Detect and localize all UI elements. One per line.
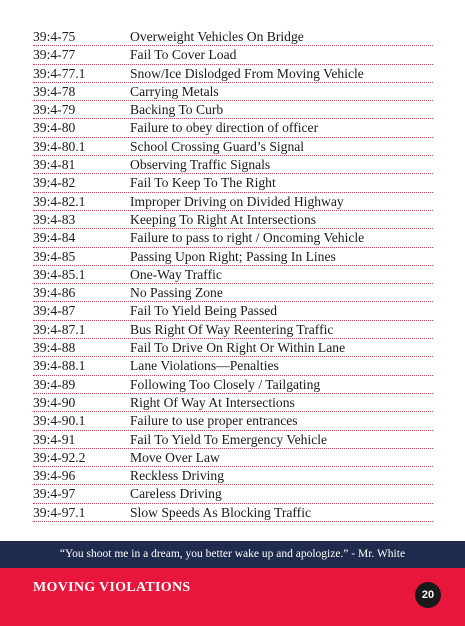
statute-code: 39:4-91 (33, 431, 76, 447)
violation-row (33, 83, 433, 101)
violation-row (33, 339, 433, 357)
violation-description: Slow Speeds As Blocking Traffic (130, 504, 312, 520)
violation-description: Snow/Ice Dislodged From Moving Vehicle (130, 65, 364, 81)
violation-row (33, 321, 433, 339)
statute-code: 39:4-88.1 (33, 358, 86, 374)
statute-code: 39:4-80.1 (33, 138, 86, 154)
violation-description: Overweight Vehicles On Bridge (130, 29, 304, 44)
statute-code: 39:4-83 (33, 211, 76, 227)
statute-code: 39:4-89 (33, 376, 76, 392)
violation-row (33, 449, 433, 467)
statute-code: 39:4-87.1 (33, 321, 86, 337)
violation-description: Fail To Cover Load (130, 47, 237, 63)
violation-row (33, 138, 433, 156)
violation-row (33, 156, 433, 174)
statute-code: 39:4-82 (33, 175, 76, 191)
violation-row (33, 248, 433, 266)
violation-row (33, 504, 433, 522)
violation-description: School Crossing Guard’s Signal (130, 138, 305, 154)
violation-row (33, 266, 433, 284)
statute-code: 39:4-78 (33, 83, 76, 99)
violation-row (33, 174, 433, 192)
violation-description: Right Of Way At Intersections (130, 394, 295, 410)
violation-description: Failure to pass to right / Oncoming Vehicle (130, 230, 365, 246)
violations-list (33, 28, 433, 522)
violation-row (33, 302, 433, 320)
violation-row (33, 431, 433, 449)
violation-description: Failure to obey direction of officer (130, 120, 319, 136)
violation-description: Observing Traffic Signals (130, 157, 271, 173)
violation-description: Careless Driving (130, 486, 222, 502)
violation-description: Passing Upon Right; Passing In Lines (130, 248, 336, 264)
violation-row (33, 211, 433, 229)
violation-description: Failure to use proper entrances (130, 413, 298, 429)
statute-code: 39:4-96 (33, 468, 76, 484)
statute-code: 39:4-86 (33, 285, 76, 301)
page-number-badge: 20 (415, 582, 441, 608)
statute-code: 39:4-82.1 (33, 193, 86, 209)
violation-description: Fail To Yield Being Passed (130, 303, 278, 319)
quote-text: “You shoot me in a dream, you better wake up and apologize.” - Mr. White (59, 548, 406, 560)
quote-banner (0, 541, 465, 568)
violation-row (33, 193, 433, 211)
statute-code: 39:4-90 (33, 394, 76, 410)
violation-row (33, 46, 433, 64)
violation-description: Fail To Drive On Right Or Within Lane (130, 340, 346, 356)
statute-code: 39:4-77.1 (33, 65, 86, 81)
violation-description: Keeping To Right At Intersections (130, 211, 317, 227)
section-title: MOVING VIOLATIONS (33, 580, 191, 595)
violation-row (33, 376, 433, 394)
violation-row (33, 394, 433, 412)
statute-code: 39:4-75 (33, 29, 76, 44)
statute-code: 39:4-87 (33, 303, 76, 319)
violation-description: Bus Right Of Way Reentering Traffic (130, 321, 334, 337)
violation-description: Lane Violations—Penalties (130, 358, 279, 374)
statute-code: 39:4-97.1 (33, 504, 86, 520)
violation-row (33, 284, 433, 302)
statute-code: 39:4-85.1 (33, 266, 86, 282)
violation-description: No Passing Zone (130, 285, 223, 301)
violation-row (33, 119, 433, 137)
statute-code: 39:4-97 (33, 486, 76, 502)
violation-description: One-Way Traffic (130, 266, 222, 282)
violation-row (33, 467, 433, 485)
footer-bar (0, 568, 465, 626)
violation-row (33, 412, 433, 430)
violation-row (33, 65, 433, 83)
violation-description: Fail To Keep To The Right (130, 175, 276, 191)
violation-description: Reckless Driving (130, 468, 225, 484)
violation-description: Fail To Yield To Emergency Vehicle (130, 431, 328, 447)
violation-description: Improper Driving on Divided Highway (130, 193, 344, 209)
violation-row (33, 28, 433, 46)
statute-code: 39:4-81 (33, 157, 76, 173)
statute-code: 39:4-77 (33, 47, 76, 63)
statute-code: 39:4-79 (33, 102, 76, 118)
violation-row (33, 485, 433, 503)
violation-row (33, 229, 433, 247)
statute-code: 39:4-92.2 (33, 449, 86, 465)
violation-description: Carrying Metals (130, 83, 219, 99)
statute-code: 39:4-85 (33, 248, 76, 264)
statute-code: 39:4-88 (33, 340, 76, 356)
statute-code: 39:4-80 (33, 120, 76, 136)
violation-description: Following Too Closely / Tailgating (130, 376, 321, 392)
statute-code: 39:4-84 (33, 230, 76, 246)
statute-code: 39:4-90.1 (33, 413, 86, 429)
violation-row (33, 357, 433, 375)
violation-row (33, 101, 433, 119)
violation-description: Backing To Curb (130, 102, 224, 118)
violation-description: Move Over Law (130, 449, 220, 465)
